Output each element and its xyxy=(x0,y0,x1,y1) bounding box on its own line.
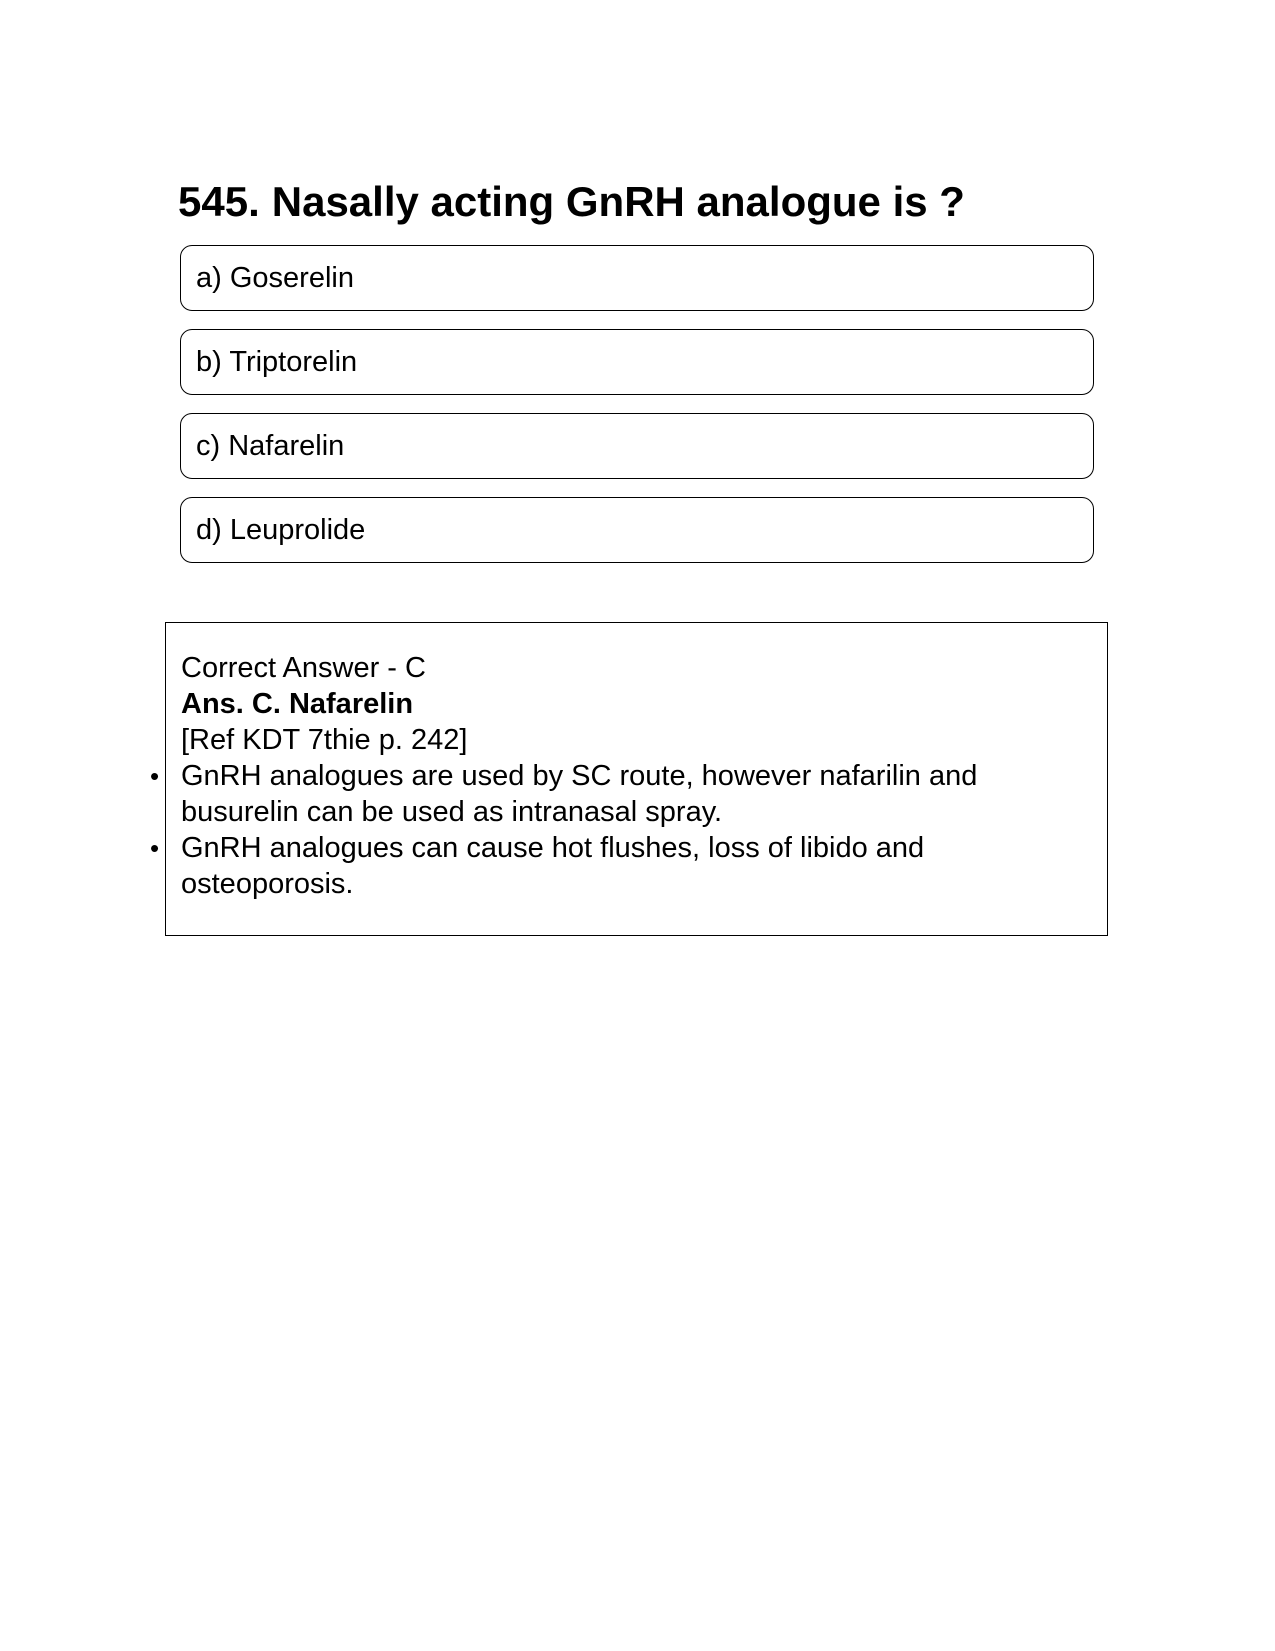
explanation-list xyxy=(150,758,1061,902)
bullet-icon: • xyxy=(150,761,160,791)
reference-line: [Ref KDT 7thie p. 242] xyxy=(181,724,468,756)
bullet-text: GnRH analogues are used by SC route, however nafarilin and busurelin can be used as intranasal spray. xyxy=(181,760,978,828)
option-a[interactable] xyxy=(180,245,1094,311)
answer-heading: Ans. C. Nafarelin xyxy=(181,688,414,720)
question-title xyxy=(178,176,965,228)
explanation-bullet-item xyxy=(150,758,1061,830)
bullet-text: GnRH analogues can cause hot flushes, loss of libido and osteoporosis. xyxy=(181,832,925,900)
option-c[interactable] xyxy=(180,413,1094,479)
option-c-label: c) Nafarelin xyxy=(196,429,345,462)
question-text: Nasally acting GnRH analogue is ? xyxy=(271,178,965,225)
option-b[interactable] xyxy=(180,329,1094,395)
option-d[interactable] xyxy=(180,497,1094,563)
option-b-label: b) Triptorelin xyxy=(196,345,358,378)
option-a-label: a) Goserelin xyxy=(196,261,354,294)
explanation-bullet-item xyxy=(150,830,1061,902)
question-number: 545. xyxy=(178,178,260,225)
correct-answer-line: Correct Answer - C xyxy=(181,652,426,684)
bullet-icon: • xyxy=(150,833,160,863)
option-d-label: d) Leuprolide xyxy=(196,513,366,546)
answer-explanation xyxy=(150,650,1061,902)
